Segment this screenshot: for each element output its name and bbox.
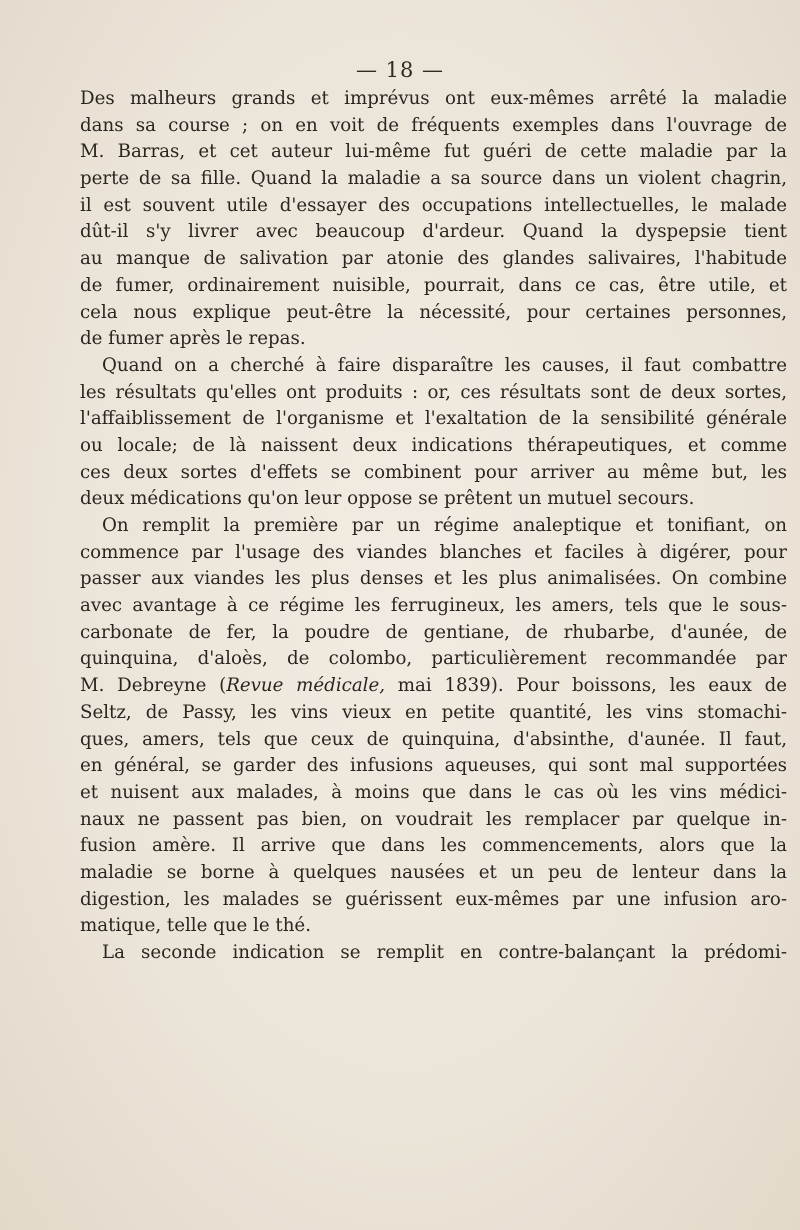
text-line: naux ne passent pas bien, on voudrait les remplacer par quelque in- [80,808,787,830]
journal-title: Revue médicale, [226,675,386,697]
text-line: ou locale; de là naissent deux indications thérapeutiques, et comme [80,434,787,456]
text-line: commence par l'usage des viandes blanches et faciles à digérer, pour [80,541,787,563]
text-line: passer aux viandes les plus denses et les plus animalisées. On combine [80,568,787,590]
text-line: perte de sa fille. Quand la maladie a sa source dans un violent chagrin, [80,168,787,190]
text-line: quinquina, d'aloès, de colombo, particulièrement recommandée par [80,648,787,670]
text-line: La seconde indication se remplit en contre-balançant la prédomi- [102,942,787,963]
text-line: dans sa course ; on en voit de fréquents exemples dans l'ouvrage de [80,114,787,136]
text-line: digestion, les malades se guérissent eux-mêmes par une infusion aro- [80,888,787,910]
text-line: avec avantage à ce régime les ferrugineux, les amers, tels que le sous- [80,595,787,617]
text-line: l'affaiblissement de l'organisme et l'exaltation de la sensibilité générale [80,408,787,430]
text-line: matique, telle que le thé. [80,915,311,937]
text-line: Seltz, de Passy, les vins vieux en petite quantité, les vins stomachi- [80,701,787,723]
text-line: dût-il s'y livrer avec beaucoup d'ardeur. Quand la dyspepsie tient [80,221,787,243]
text-line: cela nous explique peut-être la nécessité, pour certaines personnes, [80,301,787,323]
text-line: au manque de salivation par atonie des glandes salivaires, l'habitude [80,248,787,270]
text-line: en général, se garder des infusions aqueuses, qui sont mal supportées [80,755,787,777]
text-line: maladie se borne à quelques nausées et un peu de lenteur dans la [80,861,787,883]
citation-text: M. Debreyne ( [80,675,227,697]
text-line: deux médications qu'on leur oppose se prêtent un mutuel secours. [80,488,695,510]
text-line: carbonate de fer, la poudre de gentiane, de rhubarbe, d'aunée, de [80,621,787,643]
text-line: les résultats qu'elles ont produits : or, ces résultats sont de deux sortes, [80,381,787,403]
text-line: de fumer, ordinairement nuisible, pourrait, dans ce cas, être utile, et [80,274,787,296]
text-line: de fumer après le repas. [80,328,306,350]
text-line: Quand on a cherché à faire disparaître les causes, il faut combattre [102,354,787,376]
text-line: Des malheurs grands et imprévus ont eux-mêmes arrêté la maladie [80,88,787,109]
text-line [80,673,787,700]
text-line: fusion amère. Il arrive que dans les commencements, alors que la [80,835,787,857]
body-text [80,86,787,967]
text-line: il est souvent utile d'essayer des occupations intellectuelles, le malade [80,194,787,216]
page-number: — 18 — [355,58,445,82]
text-line: et nuisent aux malades, à moins que dans le cas où les vins médici- [80,781,787,803]
text-line: ces deux sortes d'effets se combinent pour arriver au même but, les [80,461,787,483]
text-line: ques, amers, tels que ceux de quinquina, d'absinthe, d'aunée. Il faut, [80,728,787,750]
text-line: On remplit la première par un régime analeptique et tonifiant, on [102,515,787,536]
citation-text: mai 1839). Pour boissons, les eaux de [385,675,787,697]
text-line: M. Barras, et cet auteur lui-même fut guéri de cette maladie par la [80,141,787,163]
